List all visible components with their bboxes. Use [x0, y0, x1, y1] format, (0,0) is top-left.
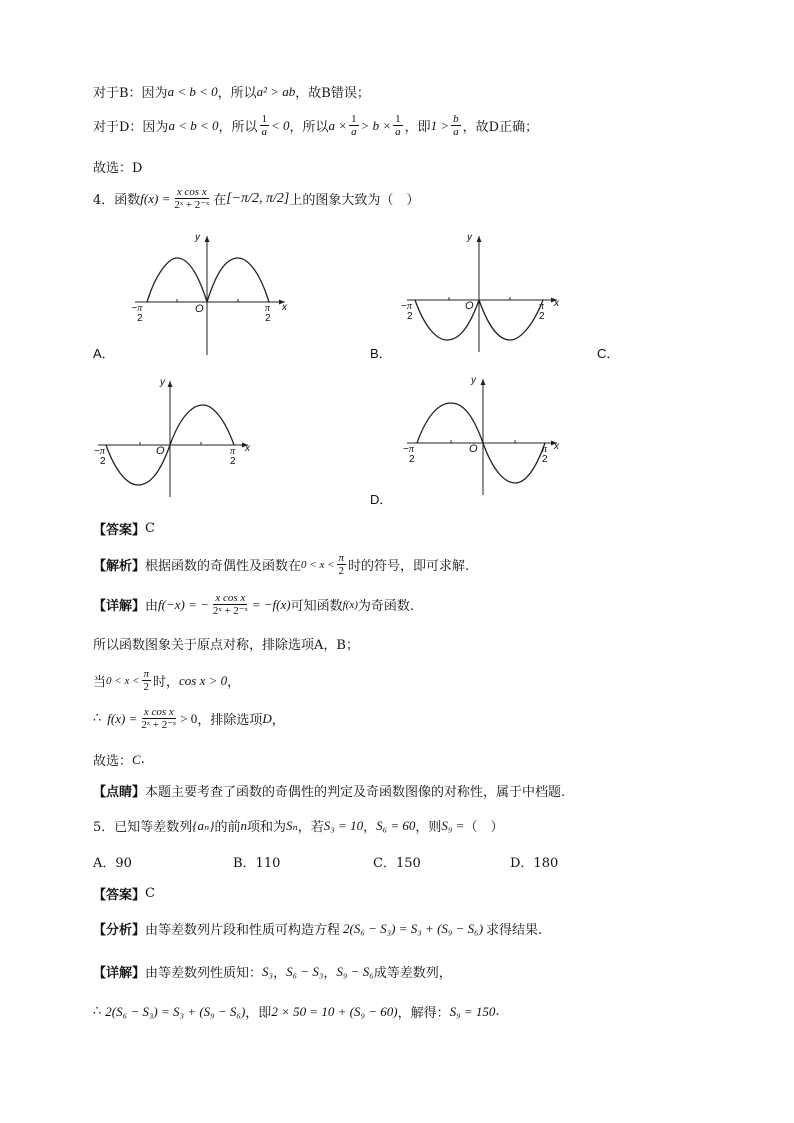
x-axis-label: x	[554, 441, 559, 452]
math-inline: S₃ = 10	[323, 817, 364, 833]
detail-5	[93, 962, 452, 981]
text: 为奇函数.	[357, 599, 415, 614]
text: ，排除选项	[197, 713, 263, 728]
text: ，所以	[217, 86, 257, 101]
neg-pi-half-label: −π 2	[403, 444, 415, 465]
neg-pi-half-label: −π 2	[401, 301, 413, 322]
text: ∴	[93, 711, 102, 726]
graph-option-d	[403, 375, 567, 500]
option-b: B．110	[233, 856, 281, 871]
math-inline: S₃	[262, 963, 274, 979]
text: 在	[213, 193, 227, 208]
answer-value: C	[145, 886, 155, 901]
fraction: $\frac{1}{a}$	[395, 113, 401, 138]
math-inline: {aₙ}	[192, 817, 215, 833]
y-axis-label: y	[160, 377, 165, 388]
text: 成等差数列，	[373, 966, 452, 981]
choose-c-line	[93, 750, 145, 769]
math-inline: D	[262, 710, 272, 726]
x-axis-label: x	[554, 298, 559, 309]
text: ，	[323, 966, 337, 981]
answer-value: C	[145, 521, 155, 536]
origin-label: O	[156, 445, 165, 457]
math-inline: > 0	[180, 710, 198, 726]
question-4	[93, 186, 419, 211]
fraction: $\frac{\pi}{2}$	[338, 552, 345, 577]
text: ，所以	[289, 120, 329, 135]
analysis-4	[93, 552, 469, 577]
answer-tag: 【答案】	[93, 888, 146, 903]
text: ，所以	[218, 120, 258, 135]
math-inline: < 0	[271, 117, 290, 133]
analysis-5	[93, 919, 542, 938]
math-interval: [−π/2, π/2]	[226, 190, 290, 206]
fraction: $\frac{1}{a}$	[351, 113, 357, 138]
origin-label: O	[469, 443, 478, 455]
fraction: $\frac{\text{x cos x}}{\text{2ˣ + 2⁻ˣ}}$	[212, 592, 248, 617]
text: 所以函数图象关于原点对称，排除选项A，B；	[93, 638, 359, 653]
answer-tag: 【答案】	[93, 523, 146, 538]
neg-pi-half-label: −π 2	[131, 303, 143, 324]
text: .	[140, 752, 145, 767]
therefore-line	[93, 706, 285, 731]
text: 求得结果.	[486, 923, 543, 938]
answer-5	[93, 884, 155, 903]
text: .	[495, 1004, 500, 1019]
math-inline: 0 < x <	[301, 558, 335, 571]
math-inline: > b ×	[360, 117, 392, 133]
math-inline: C	[132, 751, 141, 767]
text: ，故B错误；	[295, 86, 370, 101]
question-5-options	[93, 852, 558, 871]
math-inline: f(−x) = −	[158, 596, 209, 612]
math-inline: 0 < x <	[106, 674, 140, 687]
pi-half-label: π 2	[230, 446, 236, 467]
fraction: $\frac{\text{x cos x}}{\text{2ˣ + 2⁻ˣ}}$	[141, 706, 177, 731]
text: ∴	[93, 1004, 102, 1019]
text: ，	[227, 675, 241, 690]
math-inline: cos x > 0	[179, 672, 228, 688]
dianjing-4	[93, 781, 565, 800]
option-a-label: A．	[93, 346, 115, 361]
text: 本题主要考查了函数的奇偶性的判定及奇函数图像的对称性，属于中档题.	[145, 785, 566, 800]
origin-label: O	[195, 303, 204, 315]
text: ，	[273, 966, 287, 981]
y-axis-label: y	[471, 375, 476, 386]
graph-option-b	[401, 232, 567, 357]
math-inline: a < b < 0	[167, 83, 218, 99]
analysis-tag: 【解析】	[93, 559, 146, 574]
x-axis-label: x	[245, 443, 250, 454]
symmetry-line	[93, 634, 359, 653]
text: ，若	[297, 820, 324, 835]
text: 时的符号，即可求解.	[348, 559, 470, 574]
text: 由等差数列性质知：	[145, 966, 263, 981]
math-inline: S₆ − S₃	[286, 963, 324, 979]
text: 时，	[153, 675, 180, 690]
option-c: C．150	[373, 856, 421, 871]
option-d: D．180	[510, 856, 559, 871]
fraction: $\frac{b}{a}$	[453, 113, 459, 138]
y-axis-label: y	[467, 232, 472, 243]
text: 的前	[214, 820, 241, 835]
text: 根据函数的奇偶性及函数在	[145, 559, 302, 574]
math-inline: 1 >	[430, 117, 450, 133]
math-inline: 2(S₆ − S₃) = S₃ + (S₉ − S₆)	[105, 1003, 246, 1019]
pi-half-label: π 2	[265, 303, 271, 324]
text: ，解得：	[397, 1006, 450, 1021]
graph-option-a	[131, 230, 295, 360]
math-inline: f(x)	[342, 598, 358, 611]
text: 当	[93, 675, 107, 690]
detail-tag: 【详解】	[93, 966, 146, 981]
line-d-analysis	[93, 113, 538, 138]
x-axis-label: x	[282, 302, 287, 313]
text: 4．函数	[93, 193, 141, 208]
math-inline: = −f(x)	[251, 596, 291, 612]
math-inline: Sₙ	[285, 817, 298, 833]
text: 由等差数列片段和性质可构造方程	[145, 923, 341, 938]
math-inline: n	[240, 817, 247, 833]
math-inline: S₉ − S₆	[336, 963, 374, 979]
text: ，即	[404, 120, 431, 135]
math-inline: S₉ = 150	[449, 1003, 496, 1019]
line-b-analysis	[93, 82, 370, 101]
math-inline: S₉ =	[441, 817, 465, 833]
text: ，	[363, 820, 377, 835]
math-inline: a² > ab	[256, 83, 296, 99]
text: 5．已知等差数列	[93, 820, 193, 835]
text: 对于B：因为	[93, 86, 168, 101]
when-line	[93, 668, 240, 693]
final-line	[93, 1002, 500, 1021]
math-inline: a ×	[328, 117, 348, 133]
fraction: $\frac{\text{x cos x}}{\text{2ˣ + 2⁻ˣ}}$	[174, 186, 210, 211]
math-inline: 2 × 50 = 10 + (S₉ − 60)	[271, 1003, 398, 1019]
text: ，故D正确；	[462, 120, 539, 135]
y-axis-label: y	[195, 232, 200, 243]
text: 故选：D	[93, 161, 143, 176]
math-inline: f(x) =	[140, 190, 171, 206]
detail-tag: 【详解】	[93, 599, 146, 614]
answer-4	[93, 519, 155, 538]
text: 由	[145, 599, 159, 614]
option-a: A．90	[93, 856, 132, 871]
fraction: $\frac{\pi}{2}$	[143, 668, 150, 693]
text: 上的图象大致为（ ）	[289, 193, 420, 208]
math-inline: S₆ = 60	[376, 817, 416, 833]
neg-pi-half-label: −π 2	[94, 446, 106, 467]
dianjing-tag: 【点睛】	[93, 785, 146, 800]
text: （ ）	[464, 820, 504, 835]
math-inline: a < b < 0	[168, 117, 219, 133]
fraction: $\frac{1}{a}$	[261, 113, 267, 138]
line-choose-d	[93, 157, 142, 176]
origin-label: O	[465, 300, 474, 312]
option-b-label: B．	[370, 346, 392, 361]
text: 可知函数	[290, 599, 343, 614]
detail-4	[93, 592, 414, 617]
math-inline: 2(S₆ − S₃) = S₃ + (S₉ − S₆)	[343, 920, 484, 936]
option-d-label: D．	[370, 492, 393, 507]
analysis-tag: 【分析】	[93, 923, 146, 938]
text: 项和为	[246, 820, 286, 835]
pi-half-label: π 2	[542, 444, 548, 465]
math-inline: f(x) =	[107, 710, 138, 726]
text: ，则	[415, 820, 442, 835]
option-c-label: C．	[597, 346, 620, 361]
text: 故选：	[93, 754, 133, 769]
question-5	[93, 816, 503, 835]
pi-half-label: π 2	[539, 301, 545, 322]
text: ，即	[245, 1006, 272, 1021]
text: ，	[271, 713, 285, 728]
text: 对于D：因为	[93, 120, 169, 135]
graph-option-c	[94, 375, 258, 500]
